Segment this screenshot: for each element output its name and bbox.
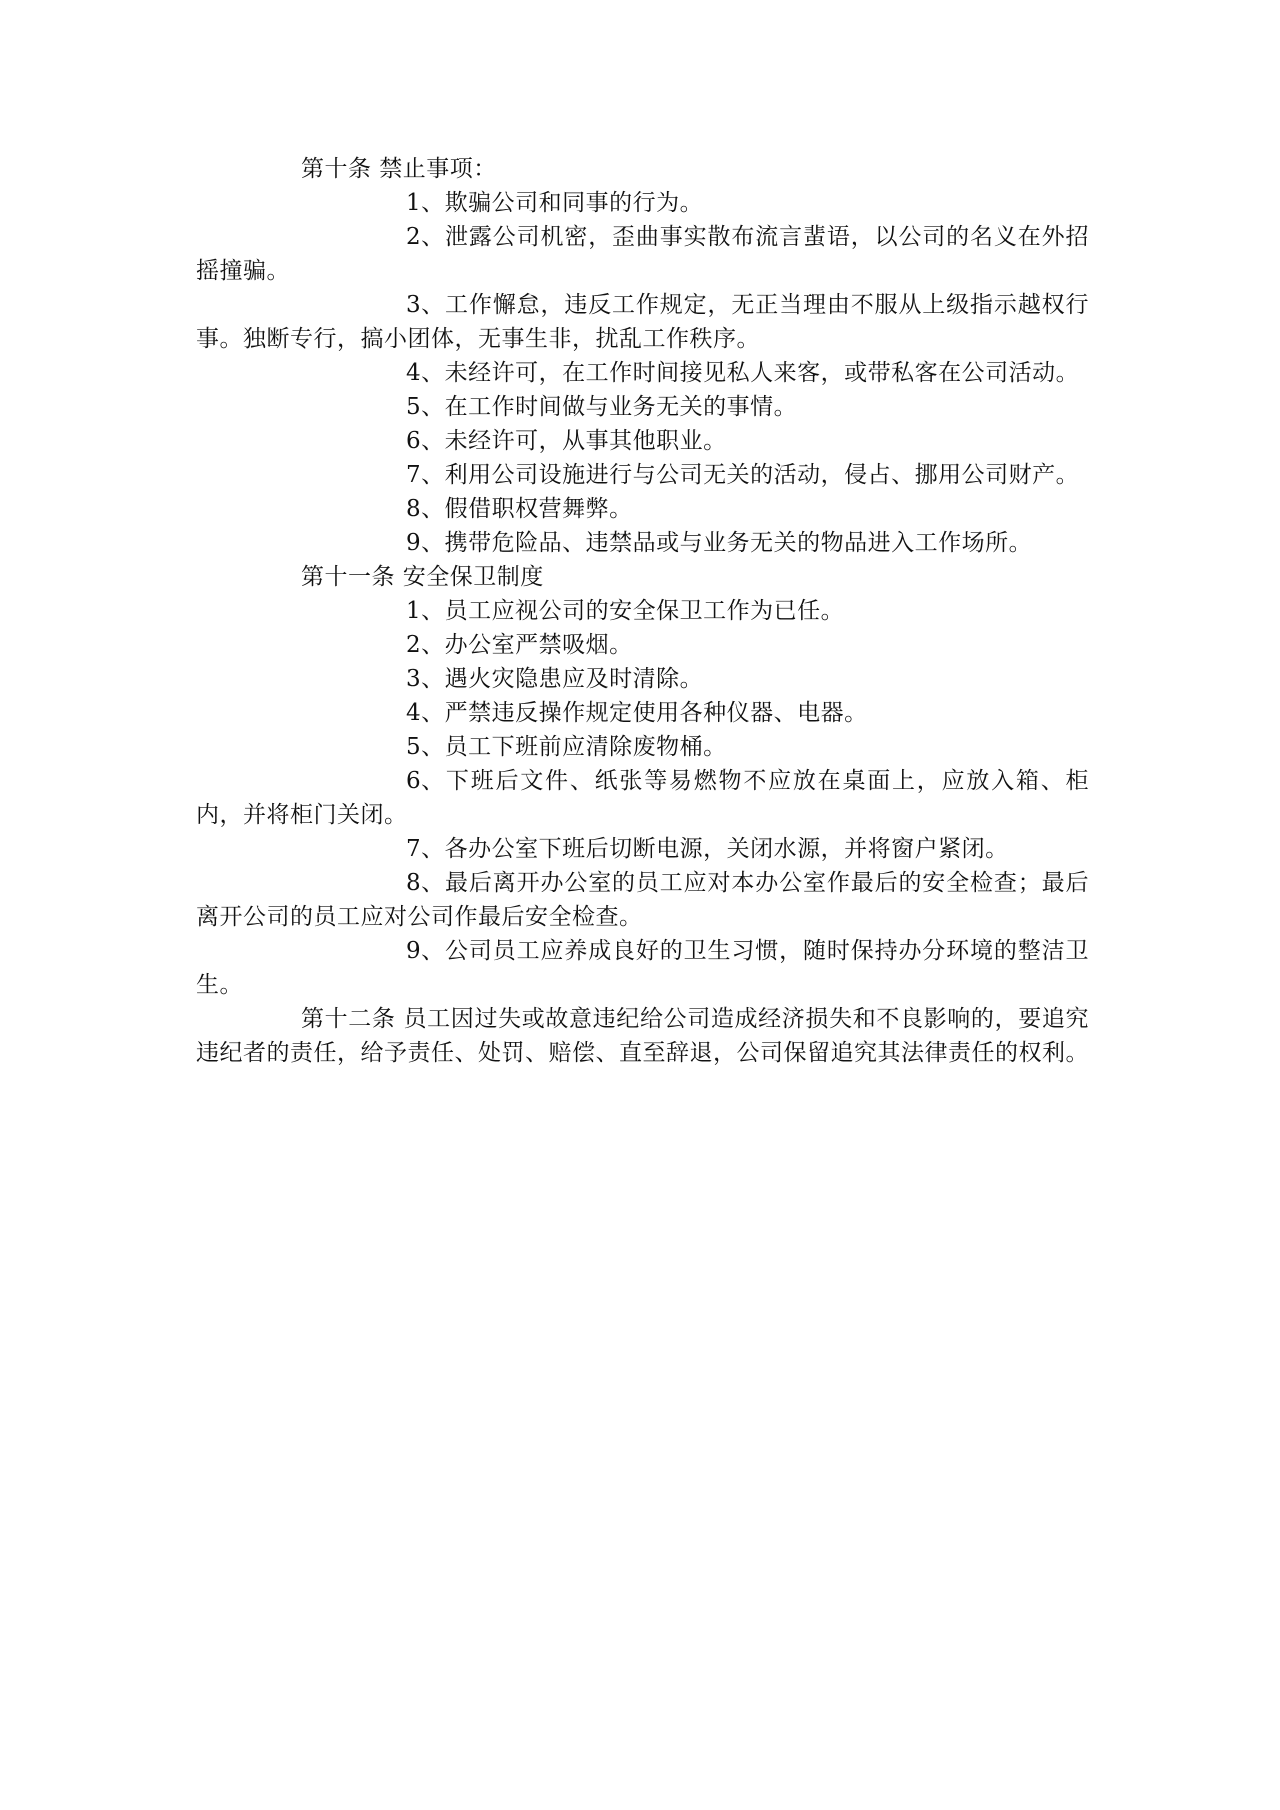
article-10-item-9 (196, 526, 1089, 560)
item-text: 泄露公司机密，歪曲事实散布流言蜚语，以公司的名义在外招摇撞骗。 (196, 224, 1089, 284)
article-11-item-5 (196, 730, 1089, 764)
item-number: 6、 (406, 768, 445, 794)
item-number: 5、 (406, 734, 445, 760)
article-12-paragraph: 第十二条 员工因过失或故意违纪给公司造成经济损失和不良影响的，要追究违纪者的责任，给予责任、处罚、赔偿、直至辞退，公司保留追究其法律责任的权利。 (196, 1006, 1089, 1066)
article-10-item-8 (196, 492, 1089, 526)
article-10-item-7 (196, 458, 1089, 492)
item-text: 办公室严禁吸烟。 (444, 632, 633, 658)
item-text: 最后离开办公室的员工应对本办公室作最后的安全检查；最后离开公司的员工应对公司作最后安全检查。 (196, 870, 1089, 930)
item-text: 工作懈怠，违反工作规定，无正当理由不服从上级指示越权行事。独断专行，搞小团体，无事生非，扰乱工作秩序。 (196, 292, 1089, 352)
item-number: 3、 (406, 292, 445, 318)
item-number: 1、 (406, 598, 445, 624)
article-10-item-6 (196, 424, 1089, 458)
item-text: 携带危险品、违禁品或与业务无关的物品进入工作场所。 (444, 530, 1033, 556)
item-text: 严禁违反操作规定使用各种仪器、电器。 (444, 700, 868, 726)
item-text: 未经许可，从事其他职业。 (444, 428, 727, 454)
article-11-item-2 (196, 628, 1089, 662)
article-11-item-8 (196, 866, 1089, 934)
item-text: 假借职权营舞弊。 (444, 496, 633, 522)
item-text: 利用公司设施进行与公司无关的活动，侵占、挪用公司财产。 (444, 462, 1080, 488)
item-text: 在工作时间做与业务无关的事情。 (444, 394, 798, 420)
item-number: 6、 (406, 428, 445, 454)
item-text: 员工应视公司的安全保卫工作为已任。 (444, 598, 845, 624)
item-number: 8、 (406, 870, 445, 896)
article-10-item-1 (196, 186, 1089, 220)
item-number: 2、 (406, 224, 445, 250)
item-number: 8、 (406, 496, 445, 522)
article-11-item-4 (196, 696, 1089, 730)
item-text: 未经许可，在工作时间接见私人来客，或带私客在公司活动。 (444, 360, 1080, 386)
item-text: 遇火灾隐患应及时清除。 (444, 666, 704, 692)
item-number: 4、 (406, 700, 445, 726)
document-body (196, 152, 1089, 1070)
article-11-item-9 (196, 934, 1089, 1002)
item-number: 1、 (406, 190, 445, 216)
item-number: 3、 (406, 666, 445, 692)
article-10-item-4 (196, 356, 1089, 390)
item-text: 下班后文件、纸张等易燃物不应放在桌面上，应放入箱、柜内，并将柜门关闭。 (196, 768, 1089, 828)
article-10-item-3 (196, 288, 1089, 356)
article-10-item-2 (196, 220, 1089, 288)
item-number: 4、 (406, 360, 445, 386)
article-11-item-3 (196, 662, 1089, 696)
article-10-item-5 (196, 390, 1089, 424)
item-text: 公司员工应养成良好的卫生习惯，随时保持办分环境的整洁卫生。 (196, 938, 1089, 998)
item-text: 欺骗公司和同事的行为。 (444, 190, 704, 216)
item-number: 9、 (406, 530, 445, 556)
article-11-item-6 (196, 764, 1089, 832)
item-number: 2、 (406, 632, 445, 658)
article-11-item-7 (196, 832, 1089, 866)
item-text: 员工下班前应清除废物桶。 (444, 734, 727, 760)
item-number: 7、 (406, 836, 445, 862)
item-text: 各办公室下班后切断电源，关闭水源，并将窗户紧闭。 (444, 836, 1009, 862)
article-10-heading: 第十条 禁止事项： (301, 156, 497, 182)
item-number: 7、 (406, 462, 445, 488)
article-11-heading: 第十一条 安全保卫制度 (301, 564, 544, 590)
item-number: 9、 (406, 938, 445, 964)
item-number: 5、 (406, 394, 445, 420)
article-11-item-1 (196, 594, 1089, 628)
